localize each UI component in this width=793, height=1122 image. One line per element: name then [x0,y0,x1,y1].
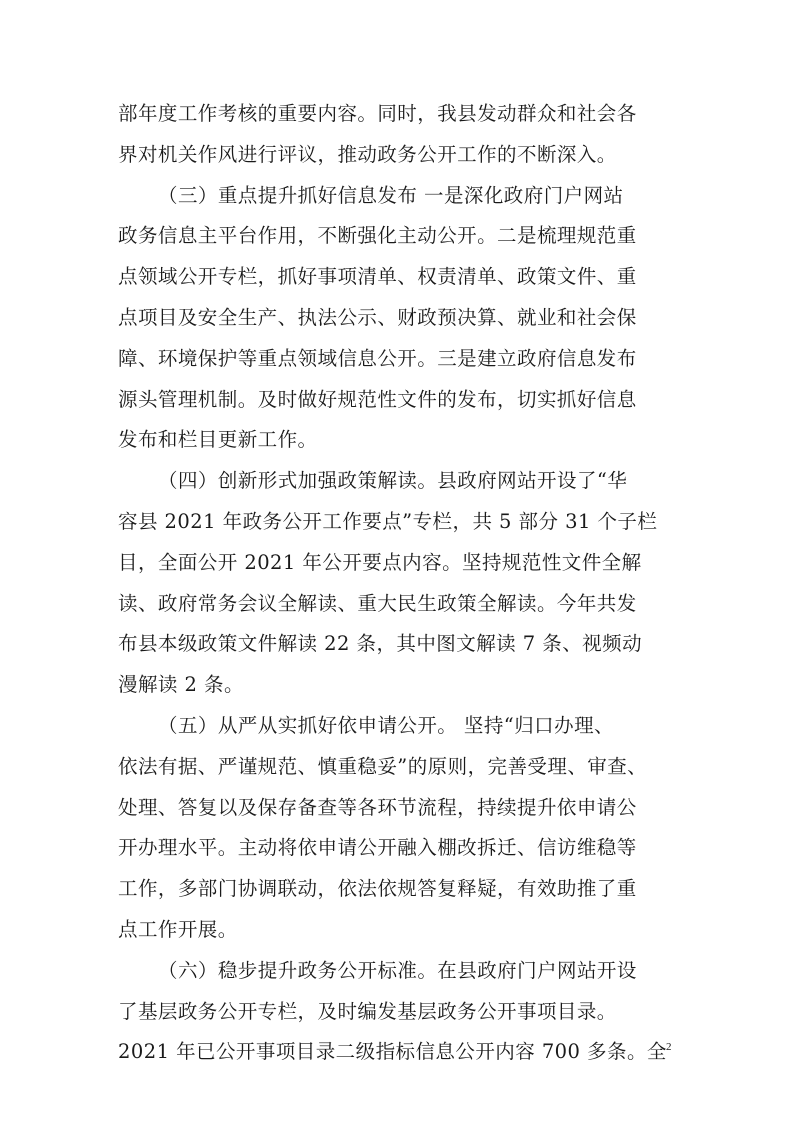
text-line: 了基层政务公开专栏，及时编发基层政务公开事项目录。 [118,999,617,1023]
text-line: 漫解读 2 条。 [118,673,244,697]
body-text [118,94,678,1073]
text-line: 开办理水平。主动将依申请公开融入棚改拆迁、信访维稳等 [118,836,637,860]
text-line: 政务信息主平台作用，不断强化主动公开。二是梳理规范重 [118,224,637,248]
text-line: 处理、答复以及保存备查等各环节流程，持续提升依申请公 [118,795,637,819]
text-line: 发布和栏目更新工作。 [118,428,318,452]
text-line: 点领域公开专栏，抓好事项清单、权责清单、政策文件、重 [118,265,637,289]
text-line: 2021 年已公开事项目录二级指标信息公开内容 700 多条。全 [118,1040,667,1064]
page-number: 2 [666,1041,672,1053]
text-line: 点工作开展。 [118,917,238,941]
section-4-heading-line: （四）创新形式加强政策解读。县政府网站开设了“华 [158,469,628,493]
text-line: 容县 2021 年政务公开工作要点”专栏，共 5 部分 31 个子栏 [118,509,658,533]
text-line: 依法有据、严谨规范、慎重稳妥”的原则，完善受理、审查、 [118,754,648,778]
text-line: 读、政府常务会议全解读、重大民生政策全解读。今年共发 [118,591,637,615]
section-6-heading-line: （六）稳步提升政务公开标准。在县政府门户网站开设 [158,958,637,982]
text-line: 点项目及安全生产、执法公示、财政预决算、就业和社会保 [118,305,637,329]
section-5-heading-line: （五）从严从实抓好依申请公开。 坚持“归口办理、 [158,713,614,737]
text-line: 源头管理机制。及时做好规范性文件的发布，切实抓好信息 [118,387,637,411]
text-line: 工作，多部门协调联动，依法依规答复释疑，有效助推了重 [118,877,637,901]
text-line: 部年度工作考核的重要内容。同时，我县发动群众和社会各 [118,102,637,125]
text-line: 障、环境保护等重点领域信息公开。三是建立政府信息发布 [118,346,637,370]
section-3-heading-line: （三）重点提升抓好信息发布 一是深化政府门户网站 [158,183,624,207]
text-line: 目，全面公开 2021 年公开要点内容。坚持规范性文件全解 [118,550,642,574]
text-line: 界对机关作风进行评议，推动政务公开工作的不断深入。 [118,142,617,166]
text-line: 布县本级政策文件解读 22 条，其中图文解读 7 条、视频动 [118,632,643,656]
